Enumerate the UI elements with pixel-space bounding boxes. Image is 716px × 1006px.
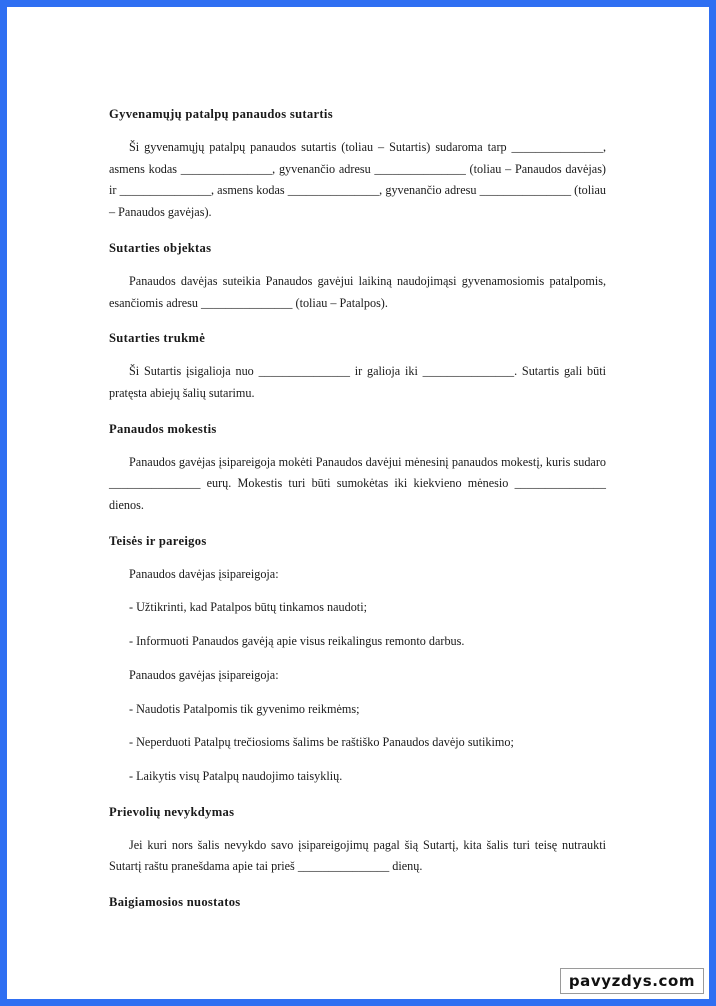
- rights-line: Panaudos gavėjas įsipareigoja:: [129, 667, 279, 682]
- section-heading-rights: Teisės ir pareigos: [109, 533, 207, 548]
- section-heading-term: Sutarties trukmė: [109, 331, 206, 346]
- section-heading-fee: Panaudos mokestis: [109, 421, 217, 436]
- rights-line: - Informuoti Panaudos gavėją apie visus reikalingus remonto darbus.: [129, 634, 465, 649]
- rights-line: - Naudotis Patalpomis tik gyvenimo reikmėms;: [129, 701, 360, 716]
- section-text-fee: Panaudos gavėjas įsipareigoja mokėti Panaudos davėjui mėnesinį panaudos mokestį, kuris sudaro _______________ eurų. Mokestis turi būti sumokėtas iki kiekvieno mėnesio _______________ dienos.: [109, 454, 606, 513]
- rights-line: - Neperduoti Patalpų trečiosioms šalims be raštiško Panaudos davėjo sutikimo;: [129, 735, 514, 750]
- rights-line: Panaudos davėjas įsipareigoja:: [129, 566, 279, 581]
- section-text-term: Ši Sutartis įsigalioja nuo _______________ ir galioja iki _______________. Sutartis gali būti pratęsta abiejų šalių sutarimu.: [109, 364, 606, 400]
- section-text-breach: Jei kuri nors šalis nevykdo savo įsipareigojimų pagal šią Sutartį, kita šalis turi teisę nutraukti Sutartį raštu pranešdama apie tai prieš _______________ dienų.: [109, 837, 606, 874]
- section-text-object: Panaudos davėjas suteikia Panaudos gavėjui laikiną naudojimąsi gyvenamosiomis patalpomis, esančiomis adresu _______________ (toliau – Patalpos).: [109, 273, 606, 310]
- document-page: [109, 103, 606, 913]
- rights-line: - Užtikrinti, kad Patalpos būtų tinkamos naudoti;: [129, 600, 367, 615]
- rights-line: - Laikytis visų Patalpų naudojimo taisyklių.: [129, 768, 343, 783]
- section-heading-final: Baigiamosios nuostatos: [109, 895, 241, 910]
- document-title: Gyvenamųjų patalpų panaudos sutartis: [109, 107, 333, 121]
- intro-paragraph: Ši gyvenamųjų patalpų panaudos sutartis (toliau – Sutartis) sudaroma tarp _______________, asmens kodas _______________, gyvenančio adresu _______________ (toliau – Panaudos davėjas) ir _______________, asmens kodas _______________, gyvenančio adresu _______________ (toliau – Panaudos gavėjas).: [109, 140, 606, 220]
- watermark-badge: pavyzdys.com: [560, 968, 704, 994]
- section-heading-object: Sutarties objektas: [109, 240, 212, 255]
- section-heading-breach: Prievolių nevykdymas: [109, 804, 235, 819]
